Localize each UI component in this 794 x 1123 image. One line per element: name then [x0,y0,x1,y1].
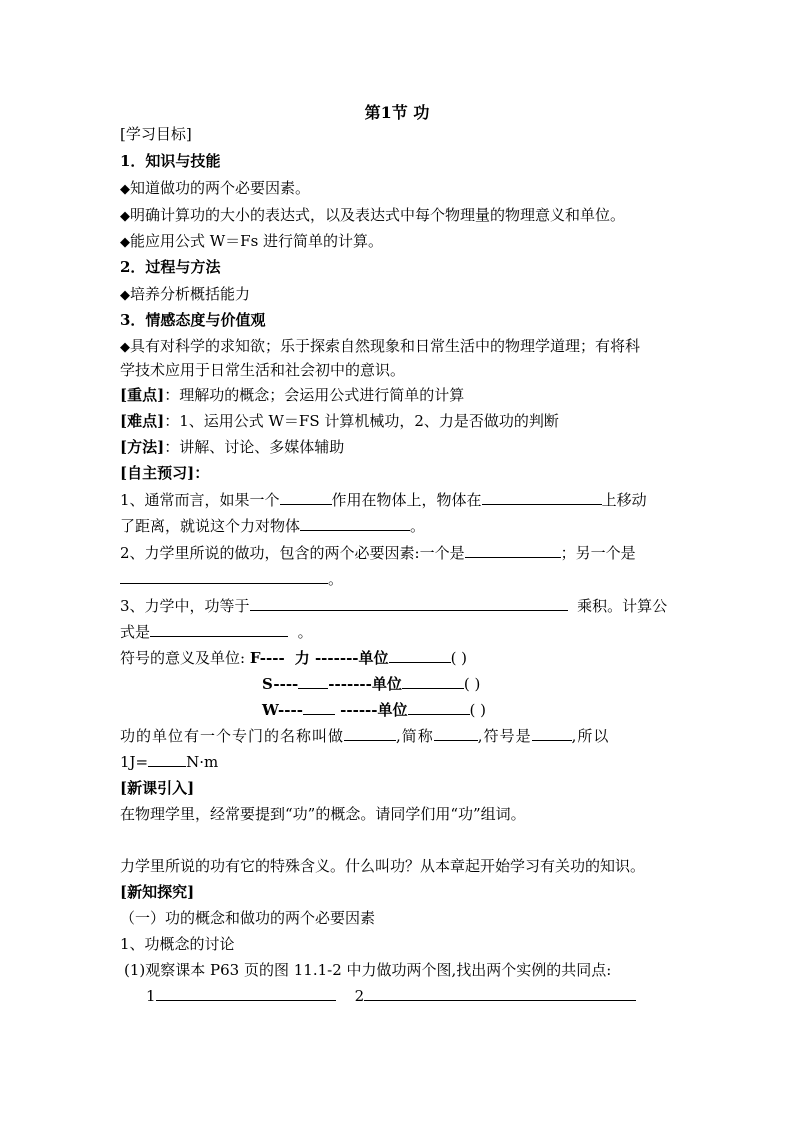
answer-blank[interactable] [298,674,328,689]
answer-blank[interactable] [364,986,636,1001]
intro-header: [新课引入] [120,779,195,797]
teaching-method: [方法]：讲解、讨论、多媒体辅助 [120,438,345,456]
answer-blank[interactable] [120,569,328,584]
intro-paragraph-1: 在物理学里，经常要提到“功”的概念。请同学们用“功”组词。 [120,805,526,823]
symbol-row-s: S---- -------单位 ( ) [262,675,481,693]
symbol-row-f: 符号的意义及单位: F---- 力 -------单位 ( ) [120,649,468,667]
answer-blank[interactable] [532,726,572,741]
preview-question-1-cont: 了距离，就说这个力对物体 。 [120,517,426,535]
explore-answer-row: 1 2 [146,986,636,1006]
objective-item: ◆具有对科学的求知欲；乐于探索自然现象和日常生活中的物理学道理；有将科 [120,337,641,355]
objective-item: ◆培养分析概括能力 [120,285,251,303]
difficult-points: [难点]：1、运用公式 W＝FS 计算机械功，2、力是否做功的判断 [120,412,559,430]
answer-blank[interactable] [250,596,568,611]
answer-blank[interactable] [402,674,464,689]
answer-blank[interactable] [150,622,288,637]
preview-question-3-cont: 式是 。 [120,623,313,641]
unit-question-cont: 1J= N·m [120,753,219,771]
preview-question-2-cont: 。 [120,569,343,589]
key-points: [重点]：理解功的概念；会运用公式进行简单的计算 [120,386,465,404]
answer-blank[interactable] [389,648,451,663]
explore-subheading-1: （一）功的概念和做功的两个必要因素 [120,909,376,927]
preview-question-2: 2、力学里所说的做功，包含的两个必要因素:一个是 ；另一个是 [120,544,636,562]
answer-blank[interactable] [408,700,470,715]
explore-header: [新知探究] [120,883,195,901]
intro-paragraph-2: 力学里所说的功有它的特殊含义。什么叫功？从本章起开始学习有关功的知识。 [120,857,646,875]
preview-question-1: 1、通常而言，如果一个 作用在物体上，物体在 上移动 [120,491,647,509]
page-title: 第1节 功 [364,103,430,122]
bullet-icon: ◆ [120,235,130,250]
answer-blank[interactable] [156,986,336,1001]
answer-blank[interactable] [300,516,410,531]
bullet-icon: ◆ [120,340,130,355]
section-attitude-title: 3．情感态度与价值观 [120,311,266,329]
answer-blank[interactable] [148,752,186,767]
bullet-icon: ◆ [120,209,130,224]
section-knowledge-title: 1．知识与技能 [120,152,221,170]
bullet-icon: ◆ [120,182,130,197]
unit-question: 功的单位有一个专门的名称叫做 ,简称 ,符号是 ,所以 [120,727,610,745]
bullet-icon: ◆ [120,288,130,303]
explore-subheading-2: 1、功概念的讨论 [120,935,235,953]
objective-item: ◆能应用公式 W＝Fs 进行简单的计算。 [120,232,384,250]
section-process-title: 2．过程与方法 [120,258,221,276]
objective-item: ◆明确计算功的大小的表达式，以及表达式中每个物理量的物理意义和单位。 [120,206,626,224]
objectives-header: [学习目标] [120,125,192,143]
answer-blank[interactable] [280,490,332,505]
objective-item: ◆知道做功的两个必要因素。 [120,179,311,197]
preview-header: [自主预习]： [120,464,210,482]
answer-blank[interactable] [434,726,478,741]
explore-question-1: (1)观察课本 P63 页的图 11.1-2 中力做功两个图,找出两个实例的共同点: [124,961,612,979]
objective-item-continued: 学技术应用于日常生活和社会初中的意识。 [120,361,406,379]
answer-blank[interactable] [344,726,396,741]
symbol-row-w: W---- ------单位 ( ) [262,701,487,719]
preview-question-3: 3、力学中，功等于 乘积。计算公 [120,597,668,615]
answer-blank[interactable] [482,490,602,505]
answer-blank[interactable] [465,543,561,558]
answer-blank[interactable] [303,700,335,715]
